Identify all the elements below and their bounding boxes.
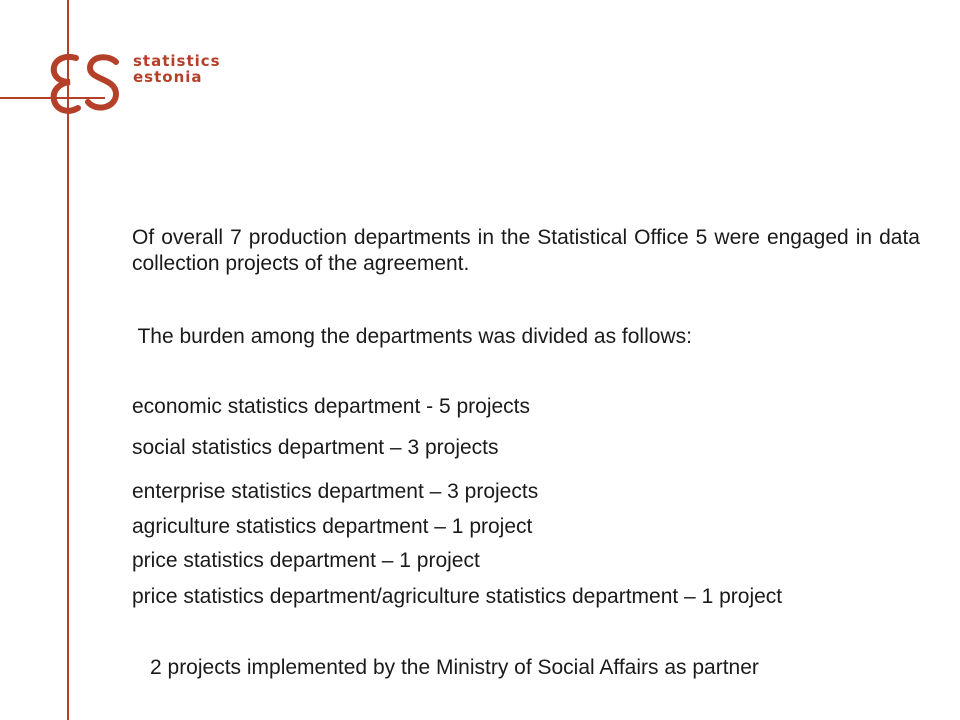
intro-text: Of overall 7 production departments in the Statistical Office 5 were engaged in data collection projects of the agreement. [132,226,920,275]
item-enterprise: enterprise statistics department – 3 projects [132,480,539,503]
department-item [132,548,920,574]
intro-paragraph [132,225,920,277]
logo-wordmark [133,54,221,86]
item-price-agriculture: price statistics department/agriculture statistics department – 1 project [132,585,783,608]
department-item [132,394,920,420]
ministry-paragraph [132,655,920,681]
item-social: social statistics department – 3 projects [132,436,499,459]
burden-text: The burden among the departments was divided as follows: [132,325,692,348]
department-item [132,479,920,505]
item-agriculture: agriculture statistics department – 1 project [132,515,533,538]
statistics-estonia-logo-icon [46,48,126,120]
burden-heading [132,324,920,350]
department-item [132,584,920,610]
item-economic: economic statistics department - 5 projects [132,395,530,418]
item-price: price statistics department – 1 project [132,549,480,572]
ministry-text: 2 projects implemented by the Ministry of Social Affairs as partner [150,656,759,679]
department-item [132,514,920,540]
department-item [132,435,920,461]
logo-line-estonia: estonia [133,68,203,86]
logo-line-statistics: statistics [133,52,221,70]
